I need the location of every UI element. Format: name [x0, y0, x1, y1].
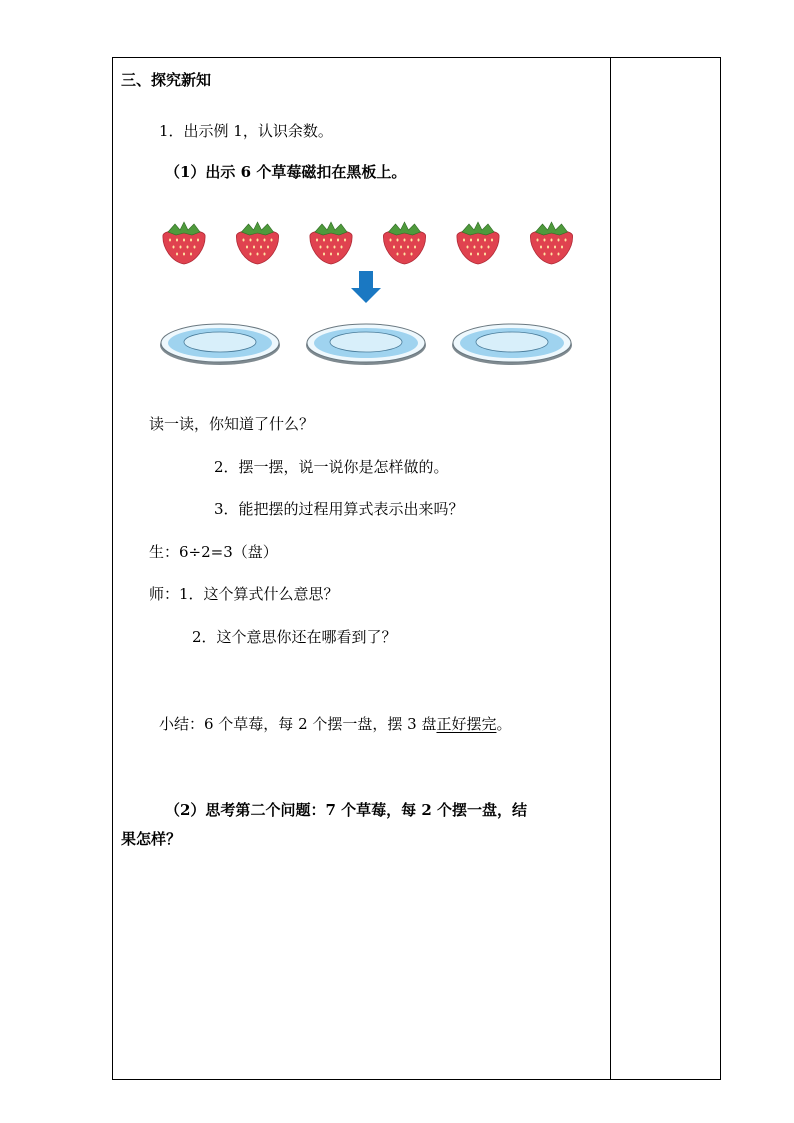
question-2: 2．摆一摆，说一说你是怎样做的。 — [214, 458, 449, 476]
read-prompt: 读一读，你知道了什么？ — [149, 415, 315, 433]
strawberry-icon — [163, 222, 205, 264]
subsection-1-title: （1）出示 6 个草莓磁扣在黑板上。 — [165, 163, 407, 181]
student-answer: 生：6÷2=3（盘） — [149, 543, 278, 561]
summary-suffix: 。 — [496, 715, 512, 733]
section-title: 三、探究新知 — [121, 71, 212, 89]
strawberry-icon — [530, 222, 572, 264]
strawberry-plate-illustration — [0, 0, 794, 400]
summary-text — [159, 714, 512, 734]
summary-emphasis: 正好摆完 — [436, 715, 497, 733]
strawberry-icon — [236, 222, 278, 264]
teacher-question-2: 2．这个意思你还在哪看到了？ — [192, 628, 397, 646]
subsection-2-line-1: （2）思考第二个问题：7 个草莓，每 2 个摆一盘，结 — [165, 801, 527, 819]
teacher-question-1: 师：1．这个算式什么意思？ — [149, 585, 339, 603]
summary-prefix: 小结：6 个草莓，每 2 个摆一盘，摆 3 盘 — [159, 715, 437, 733]
strawberry-icon — [383, 222, 425, 264]
plate-icon — [160, 324, 280, 365]
plate-icon — [452, 324, 572, 365]
question-3: 3．能把摆的过程用算式表示出来吗？ — [214, 500, 464, 518]
subsection-2-line-2: 果怎样？ — [121, 830, 182, 848]
strawberry-icon — [310, 222, 352, 264]
down-arrow-icon — [351, 271, 381, 303]
plate-icon — [306, 324, 426, 365]
strawberry-icon — [457, 222, 499, 264]
step-1-text: 1．出示例 1，认识余数。 — [159, 122, 333, 140]
